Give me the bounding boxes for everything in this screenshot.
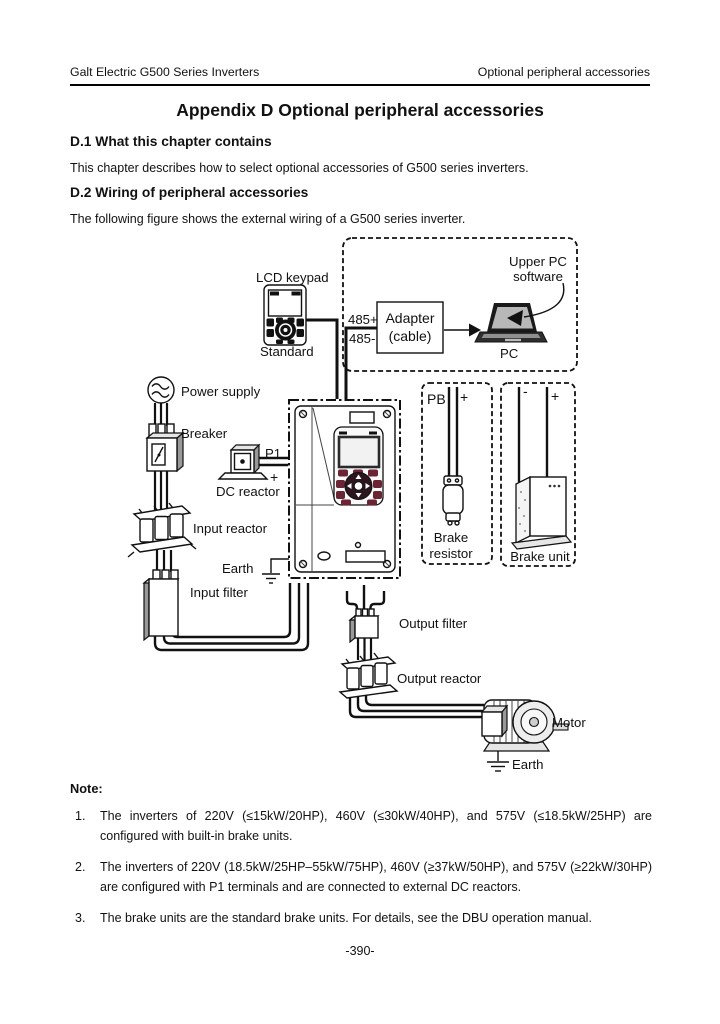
note-item-3-number: 3. [75,911,86,925]
laptop-icon [475,303,547,342]
section-d2-heading: D.2 Wiring of peripheral accessories [70,185,309,200]
earth-symbol-bottom [487,749,509,771]
page-number: -390- [345,944,375,958]
brake-unit-wires [519,387,547,482]
wiring-diagram [0,230,720,782]
output-reactor-symbol [340,653,397,698]
brake-resistor-label-line2: resistor [429,546,473,561]
upper-pc-software-label-line1: Upper PC [509,254,567,269]
brake-unit-minus-label: - [523,383,528,399]
page-header [70,65,650,79]
header-rule [70,84,650,86]
input-reactor-symbol [128,503,196,557]
header-right-text: Optional peripheral accessories [477,65,650,79]
rs485-plus-label: 485+ [348,312,378,327]
input-filter-symbol [144,570,178,640]
inverter-device [295,406,395,572]
brake-unit-symbol [512,477,571,549]
adapter-to-pc-arrow [444,324,481,337]
pb-terminal-label: PB [427,391,446,407]
note-section [70,781,652,939]
dc-plus-terminal-label: + [270,469,279,485]
section-d2-body: The following figure shows the external wiring of a G500 series inverter. [70,212,466,226]
power-supply-symbol [148,377,174,403]
page-title: Appendix D Optional peripheral accessories [176,100,544,120]
header-left-text: Galt Electric G500 Series Inverters [70,65,260,79]
output-reactor-label: Output reactor [397,671,482,686]
output-filter-label: Output filter [399,616,468,631]
pc-label: PC [500,346,519,361]
note-item-2-text: The inverters of 220V (18.5kW/25HP–55kW/75HP), 460V (≥37kW/50HP), and 575V (≥22kW/30HP) are configured with P1 terminals and are connected to external DC reactors. [100,860,652,894]
keypad-cable [305,320,337,399]
dc-reactor-symbol [219,445,267,479]
input-filter-label: Input filter [190,585,248,600]
note-item-1-number: 1. [75,809,86,823]
note-title: Note: [70,781,103,796]
lcd-keypad-label: LCD keypad [256,270,329,285]
input-reactor-label: Input reactor [193,521,268,536]
adapter-label-line2: (cable) [388,328,432,344]
brake-unit-label: Brake unit [510,549,570,564]
note-item-1 [70,806,652,846]
lcd-keypad-device [264,285,306,345]
earth-left-label: Earth [222,561,254,576]
brake-unit-plus-label: + [551,388,560,404]
note-item-3-text: The brake units are the standard brake units. For details, see the DBU operation manual. [100,911,592,925]
adapter-label-line1: Adapter [385,310,435,326]
breaker-label: Breaker [181,426,228,441]
standard-label: Standard [260,344,314,359]
p1-terminal-label: P1 [265,446,282,461]
brake-resistor-wires [449,387,457,477]
note-item-1-text: The inverters of 220V (≤15kW/20HP), 460V (≤30kW/40HP), and 575V (≤18.5kW/25HP) are configured with built-in brake units. [100,809,652,843]
section-d1-body: This chapter describes how to select optional accessories of G500 series inverters. [70,161,529,175]
rs485-minus-label: 485- [349,331,376,346]
brake-resistor-symbol [443,476,463,525]
motor-label: Motor [552,715,586,730]
section-d1-heading: D.1 What this chapter contains [70,134,272,149]
brake-resistor-label-line1: Brake [433,530,469,545]
note-item-2-number: 2. [75,860,86,874]
dc-reactor-label: DC reactor [216,484,280,499]
note-item-3 [70,908,652,928]
brake-resistor-plus-label: + [460,389,469,405]
earth-bottom-label: Earth [512,757,544,772]
power-supply-label: Power supply [181,384,261,399]
upper-pc-software-label-line2: software [513,269,563,284]
breaker-symbol [147,424,183,471]
output-filter-symbol [350,609,378,642]
earth-symbol-left [262,559,289,583]
motor-wire-bundle [350,694,484,717]
note-item-2 [70,857,652,897]
